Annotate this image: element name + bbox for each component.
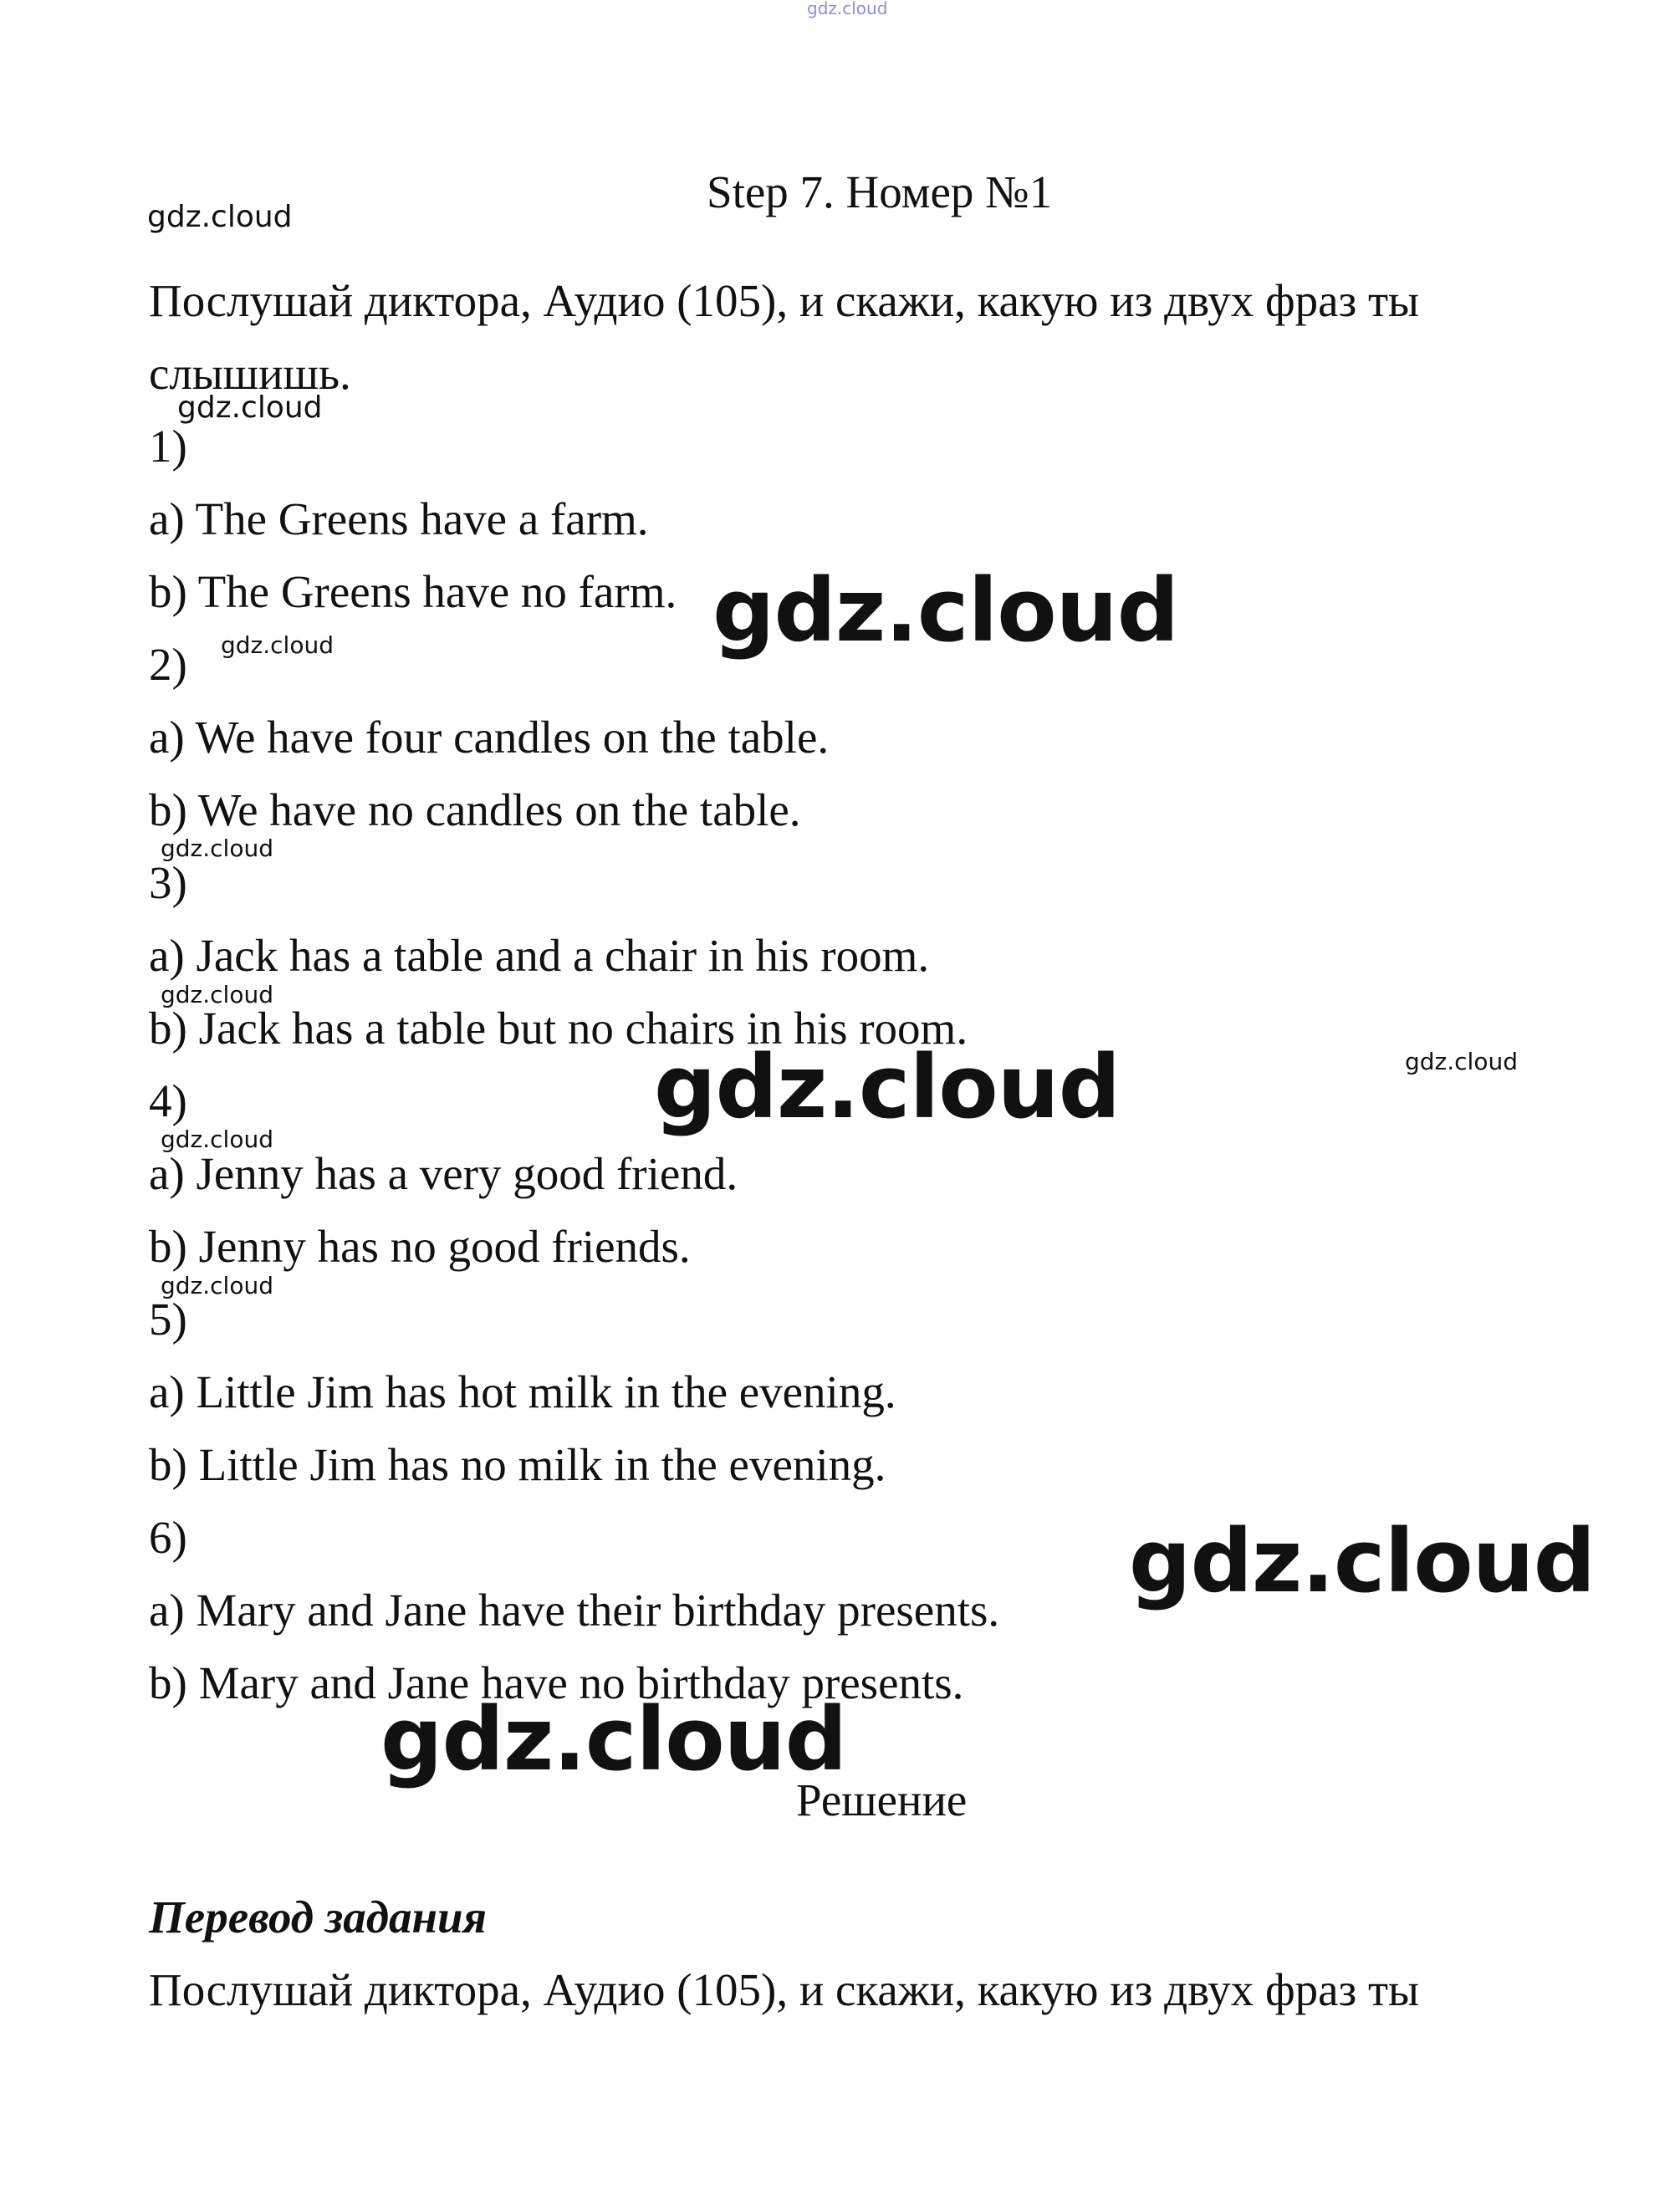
item-number: 5) bbox=[149, 1294, 187, 1345]
task-instruction-line-2: слышишь. bbox=[149, 348, 351, 399]
item-option-b: b) Jenny has no good friends. bbox=[149, 1221, 691, 1272]
item-option-b: b) Jack has a table but no chairs in his room. bbox=[149, 1003, 968, 1054]
translation-line-1: Послушай диктора, Аудио (105), и скажи, какую из двух фраз ты bbox=[149, 1964, 1419, 2015]
item-number: 2) bbox=[149, 639, 187, 690]
watermark: gdz.cloud bbox=[161, 981, 273, 1008]
translation-heading: Перевод задания bbox=[149, 1891, 487, 1943]
watermark-large: gdz.cloud bbox=[1129, 1510, 1596, 1612]
watermark: gdz.cloud bbox=[147, 200, 293, 234]
watermark: gdz.cloud bbox=[161, 835, 273, 862]
item-option-a: a) Little Jim has hot milk in the evening. bbox=[149, 1366, 896, 1417]
item-number: 6) bbox=[149, 1512, 187, 1563]
item-option-b: b) The Greens have no farm. bbox=[149, 566, 677, 617]
item-option-a: a) Mary and Jane have their birthday presents. bbox=[149, 1585, 1000, 1636]
item-option-a: a) Jack has a table and a chair in his room. bbox=[149, 930, 930, 981]
watermark-top: gdz.cloud bbox=[807, 0, 888, 18]
item-option-b: b) Little Jim has no milk in the evening. bbox=[149, 1439, 886, 1490]
item-option-a: a) The Greens have a farm. bbox=[149, 493, 649, 544]
watermark: gdz.cloud bbox=[221, 631, 334, 659]
item-number: 3) bbox=[149, 857, 187, 908]
task-instruction-line-1: Послушай диктора, Аудио (105), и скажи, какую из двух фраз ты bbox=[149, 275, 1419, 326]
watermark-large: gdz.cloud bbox=[654, 1036, 1121, 1138]
watermark-large: gdz.cloud bbox=[380, 1688, 847, 1790]
item-number: 4) bbox=[149, 1075, 187, 1126]
watermark: gdz.cloud bbox=[161, 1126, 273, 1153]
page-title: Step 7. Номер №1 bbox=[707, 166, 1053, 217]
item-option-a: a) We have four candles on the table. bbox=[149, 712, 830, 763]
watermark-large: gdz.cloud bbox=[712, 559, 1179, 661]
watermark: gdz.cloud bbox=[1405, 1048, 1518, 1075]
watermark: gdz.cloud bbox=[177, 391, 323, 425]
watermark: gdz.cloud bbox=[161, 1272, 273, 1299]
item-option-a: a) Jenny has a very good friend. bbox=[149, 1148, 738, 1199]
item-option-b: b) We have no candles on the table. bbox=[149, 784, 801, 835]
item-number: 1) bbox=[149, 421, 187, 472]
solution-label: Решение bbox=[796, 1774, 968, 1825]
item-option-b: b) Mary and Jane have no birthday presents. bbox=[149, 1657, 964, 1708]
